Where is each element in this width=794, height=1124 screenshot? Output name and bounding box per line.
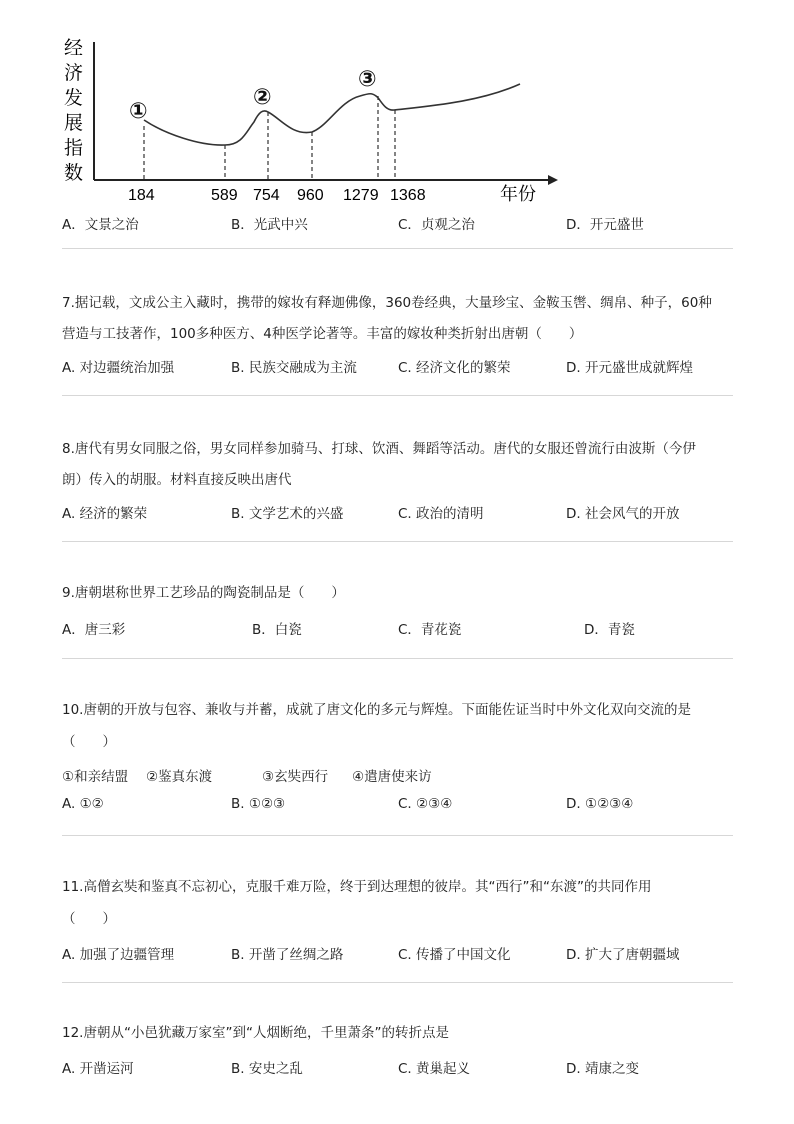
q6-option-c[interactable]: C．贞观之治 [398,217,475,233]
y-axis-label-2: 济 [64,62,84,84]
tick-184: 184 [128,187,155,204]
q10-option-c[interactable]: C. ②③④ [398,796,453,812]
q8-option-d[interactable]: D. 社会风气的开放 [566,506,680,522]
q9-option-c[interactable]: C．青花瓷 [398,622,462,638]
q7-option-b[interactable]: B. 民族交融成为主流 [231,360,357,376]
divider [62,658,733,659]
q11-stem-line2: （ ） [62,911,116,927]
q6-option-b[interactable]: B．光武中兴 [231,217,308,233]
y-axis-label-4: 展 [64,112,84,134]
marker-3: ③ [358,67,377,92]
q11-option-a[interactable]: A. 加强了边疆管理 [62,947,175,963]
q8-option-b[interactable]: B. 文学艺术的兴盛 [231,506,344,522]
divider [62,248,733,249]
q12-option-b[interactable]: B. 安史之乱 [231,1061,303,1077]
q12-option-d[interactable]: D. 靖康之变 [566,1061,639,1077]
q10-stem-line1: 10.唐朝的开放与包容、兼收与并蓄，成就了唐文化的多元与辉煌。下面能佐证当时中外文化双向交流的是 [62,702,691,718]
q10-item-2: ②鉴真东渡 [146,769,213,785]
q7-stem-line1: 7.据记载，文成公主入藏时，携带的嫁妆有释迦佛像，360卷经典，大量珍宝、金鞍玉辔、绸帛、种子，60种 [62,295,712,311]
tick-1279: 1279 [343,187,379,204]
q10-item-4: ④遣唐使来访 [352,769,432,785]
q9-option-d[interactable]: D．青瓷 [584,622,635,638]
q10-option-d[interactable]: D. ①②③④ [566,796,634,812]
q7-stem-line2: 营造与工技著作，100多种医方、4种医学论著等。丰富的嫁妆种类折射出唐朝（ ） [62,326,583,342]
y-axis-label-3: 发 [64,87,84,109]
tick-589: 589 [211,187,238,204]
tick-754: 754 [253,187,280,204]
divider [62,541,733,542]
q9-stem: 9.唐朝堪称世界工艺珍品的陶瓷制品是（ ） [62,585,345,601]
trend-curve [144,84,520,145]
economic-development-chart [60,34,580,209]
q7-option-d[interactable]: D. 开元盛世成就辉煌 [566,360,693,376]
divider [62,982,733,983]
q12-stem: 12.唐朝从“小邑犹藏万家室”到“人烟断绝，千里萧条”的转折点是 [62,1025,449,1041]
x-axis-label: 年份 [500,184,536,205]
marker-2: ② [253,85,272,110]
q11-option-b[interactable]: B. 开凿了丝绸之路 [231,947,344,963]
q8-stem-line2: 朗）传入的胡服。材料直接反映出唐代 [62,472,292,488]
q10-item-3: ③玄奘西行 [262,769,329,785]
q9-option-a[interactable]: A．唐三彩 [62,622,126,638]
y-axis-label-1: 经 [64,37,84,59]
q12-option-c[interactable]: C. 黄巢起义 [398,1061,471,1077]
q6-option-d[interactable]: D．开元盛世 [566,217,644,233]
divider [62,395,733,396]
q7-option-c[interactable]: C. 经济文化的繁荣 [398,360,511,376]
tick-960: 960 [297,187,324,204]
q10-option-b[interactable]: B. ①②③ [231,796,286,812]
q10-option-a[interactable]: A. ①② [62,796,104,812]
q6-option-a[interactable]: A．文景之治 [62,217,139,233]
q11-stem-line1: 11.高僧玄奘和鉴真不忘初心，克服千难万险，终于到达理想的彼岸。其“西行”和“东渡”的共同作用 [62,879,652,895]
y-axis-label-6: 数 [64,162,84,184]
q10-item-1: ①和亲结盟 [62,769,129,785]
x-axis-arrow [548,175,558,185]
q9-option-b[interactable]: B．白瓷 [252,622,302,638]
q12-option-a[interactable]: A. 开凿运河 [62,1061,134,1077]
tick-1368: 1368 [390,187,426,204]
q8-option-a[interactable]: A. 经济的繁荣 [62,506,148,522]
y-axis-label-5: 指 [64,137,84,159]
q11-option-c[interactable]: C. 传播了中国文化 [398,947,511,963]
q8-stem-line1: 8.唐代有男女同服之俗，男女同样参加骑马、打球、饮酒、舞蹈等活动。唐代的女服还曾流行由波斯（今伊 [62,441,696,457]
q7-option-a[interactable]: A. 对边疆统治加强 [62,360,175,376]
q11-option-d[interactable]: D. 扩大了唐朝疆域 [566,947,680,963]
divider [62,835,733,836]
marker-1: ① [129,99,148,124]
q8-option-c[interactable]: C. 政治的清明 [398,506,484,522]
q10-stem-line2: （ ） [62,734,116,750]
